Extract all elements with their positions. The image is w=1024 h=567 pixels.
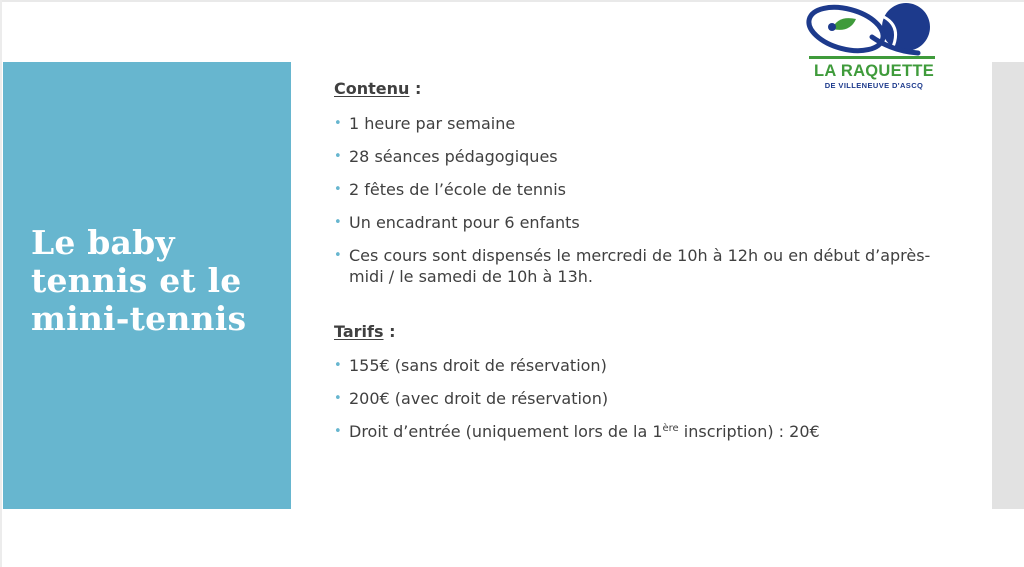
list-item-entry-fee: • Droit d’entrée (uniquement lors de la 1ère inscription) : 20€: [334, 421, 954, 442]
right-gray-bar: [992, 62, 1024, 509]
logo-title: LA RAQUETTE: [813, 62, 935, 80]
list-item: • 1 heure par semaine: [334, 113, 954, 134]
racket-ball-icon: [806, 3, 938, 61]
logo-subtitle: DE VILLENEUVE D'ASCQ: [824, 81, 924, 90]
slide-title: Le baby tennis et le mini-tennis: [31, 223, 247, 338]
top-border: [0, 0, 1024, 2]
list-item: • 2 fêtes de l’école de tennis: [334, 179, 954, 200]
contenu-list: [334, 113, 954, 287]
title-panel: [3, 62, 291, 509]
tarifs-heading: Tarifs :: [334, 322, 396, 341]
contenu-heading: Contenu :: [334, 79, 422, 98]
tarifs-list: [334, 355, 954, 442]
list-item: • Un encadrant pour 6 enfants: [334, 212, 954, 233]
club-logo: [806, 3, 938, 91]
list-item: • 200€ (avec droit de réservation): [334, 388, 954, 409]
list-item: • 155€ (sans droit de réservation): [334, 355, 954, 376]
list-item: • 28 séances pédagogiques: [334, 146, 954, 167]
list-item: • Ces cours sont dispensés le mercredi de 10h à 12h ou en début d’après-midi / le samedi de 10h à 13h.: [334, 245, 954, 287]
left-border: [0, 0, 2, 567]
content-area: [334, 78, 954, 442]
